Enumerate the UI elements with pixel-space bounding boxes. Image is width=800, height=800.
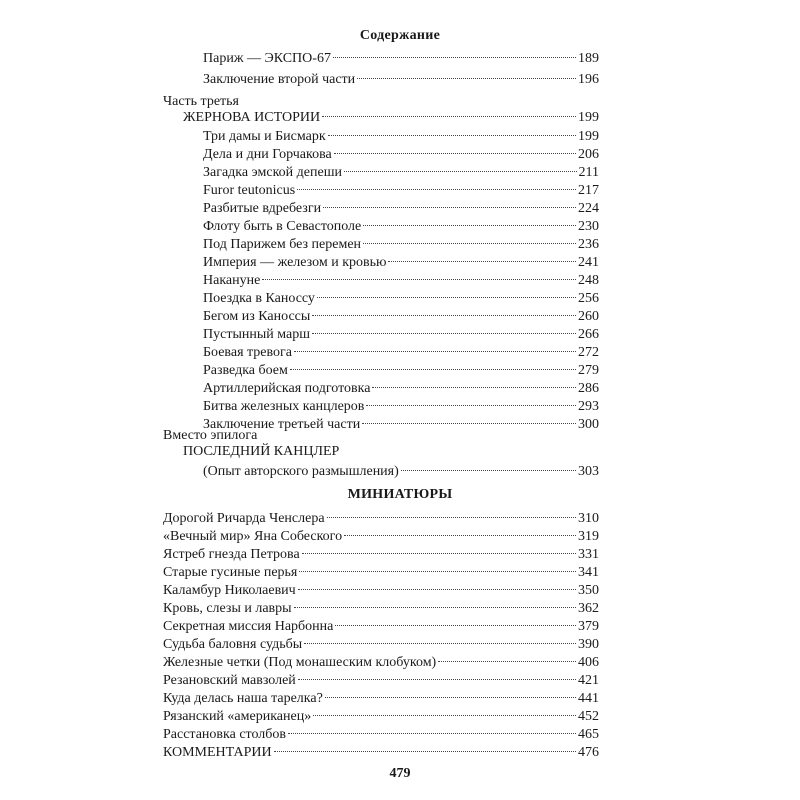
leader-dots	[372, 387, 576, 388]
leader-dots	[401, 470, 576, 471]
toc-entry-page: 406	[578, 655, 599, 670]
toc-entry-page: 350	[578, 583, 599, 598]
toc-entry	[203, 416, 599, 434]
toc-entry-title: Разведка боем	[203, 363, 288, 378]
leader-dots	[299, 571, 576, 572]
toc-entry-page: 199	[578, 129, 599, 144]
leader-dots	[322, 116, 576, 117]
leader-dots	[357, 78, 576, 79]
toc-entry-page: 441	[578, 691, 599, 706]
toc-entry-title: Железные четки (Под монашеским клобуком)	[163, 655, 437, 670]
toc-entry	[163, 618, 599, 636]
toc-entry	[203, 236, 599, 254]
toc-entry-title: Империя — железом и кровью	[203, 255, 387, 270]
toc-entry-page: 236	[578, 237, 599, 252]
toc-entry-page: 331	[578, 547, 599, 562]
toc-entry	[163, 690, 599, 708]
toc-entry	[203, 272, 599, 290]
toc-entry-page: 272	[578, 345, 599, 360]
toc-entry-title: Furor teutonicus	[203, 183, 296, 198]
toc-entry-title: Дорогой Ричарда Ченслера	[163, 511, 325, 526]
leader-dots	[298, 679, 576, 680]
toc-entry	[203, 182, 599, 200]
toc-entry	[203, 398, 599, 416]
toc-entry-page: 279	[578, 363, 599, 378]
leader-dots	[304, 643, 576, 644]
toc-entry-title: Судьба баловня судьбы	[163, 637, 303, 652]
leader-dots	[294, 607, 576, 608]
toc-entry-title: Каламбур Николаевич	[163, 583, 296, 598]
toc-entry-title: Загадка эмской депеши	[203, 165, 342, 180]
toc-entry	[163, 708, 599, 726]
toc-entry	[203, 326, 599, 344]
toc-entry-title: Боевая тревога	[203, 345, 292, 360]
leader-dots	[344, 171, 577, 172]
toc-entry-title: Битва железных канцлеров	[203, 399, 365, 414]
leader-dots	[288, 733, 576, 734]
toc-entry	[163, 600, 599, 618]
toc-entry-page: 260	[578, 309, 599, 324]
toc-entry-page: 319	[578, 529, 599, 544]
leader-dots	[363, 225, 576, 226]
toc-entry-title: Под Парижем без перемен	[203, 237, 362, 252]
leader-dots	[438, 661, 576, 662]
toc-entry-page: 379	[578, 619, 599, 634]
leader-dots	[362, 423, 576, 424]
leader-dots	[323, 207, 576, 208]
toc-entry	[203, 71, 599, 89]
toc-entry-page: 206	[578, 147, 599, 162]
toc-entry-title: Секретная миссия Нарбонна	[163, 619, 334, 634]
toc-entry	[163, 636, 599, 654]
toc-entry-title: Дела и дни Горчакова	[203, 147, 332, 162]
toc-entry-title: Куда делась наша тарелка?	[163, 691, 323, 706]
toc-entry	[203, 254, 599, 272]
leader-dots	[366, 405, 576, 406]
toc-entry	[163, 564, 599, 582]
leader-dots	[297, 189, 576, 190]
toc-entry-page: 217	[578, 183, 599, 198]
toc-entry-title: Накануне	[203, 273, 261, 288]
toc-entry-page: 248	[578, 273, 599, 288]
section-entry	[183, 109, 599, 127]
leader-dots	[298, 589, 576, 590]
toc-entry	[203, 463, 599, 481]
leader-dots	[313, 715, 576, 716]
toc-entry	[203, 218, 599, 236]
toc-entry-page: 286	[578, 381, 599, 396]
leader-dots	[294, 351, 576, 352]
leader-dots	[327, 517, 576, 518]
toc-entry-page: 241	[578, 255, 599, 270]
toc-entry-title: Рязанский «американец»	[163, 709, 312, 724]
toc-entry-title: Пустынный марш	[203, 327, 310, 342]
leader-dots	[335, 625, 576, 626]
part-label: Часть третья	[163, 94, 239, 109]
toc-entry	[163, 672, 599, 690]
toc-entry-page: 293	[578, 399, 599, 414]
section-page: 199	[578, 110, 599, 125]
toc-entry-title: Артиллерийская подготовка	[203, 381, 371, 396]
toc-entry-title: КОММЕНТАРИИ	[163, 745, 272, 760]
toc-entry-page: 341	[578, 565, 599, 580]
toc-entry-title: Бегом из Каноссы	[203, 309, 311, 324]
toc-entry-title: Париж — ЭКСПО-67	[203, 51, 331, 66]
toc-entry-page: 476	[578, 745, 599, 760]
toc-entry-page: 224	[578, 201, 599, 216]
toc-entry-title: «Вечный мир» Яна Собеского	[163, 529, 343, 544]
toc-entry	[203, 362, 599, 380]
leader-dots	[290, 369, 576, 370]
toc-entry-page: 421	[578, 673, 599, 688]
leader-dots	[302, 553, 576, 554]
toc-entry-title: Кровь, слезы и лавры	[163, 601, 292, 616]
toc-entry-page: 362	[578, 601, 599, 616]
toc-entry-title: Резановский мавзолей	[163, 673, 296, 688]
toc-entry	[163, 582, 599, 600]
leader-dots	[388, 261, 576, 262]
toc-heading: Содержание	[359, 28, 441, 43]
toc-entry-title: Заключение третьей части	[203, 417, 361, 432]
toc-entry	[203, 380, 599, 398]
toc-entry-page: 465	[578, 727, 599, 742]
leader-dots	[317, 297, 576, 298]
section-title: ЖЕРНОВА ИСТОРИИ	[183, 110, 321, 125]
toc-entry-page: 266	[578, 327, 599, 342]
toc-entry	[203, 50, 599, 68]
toc-entry-title: Расстановка столбов	[163, 727, 287, 742]
leader-dots	[333, 57, 576, 58]
toc-entry	[203, 146, 599, 164]
leader-dots	[334, 153, 576, 154]
toc-entry-page: 230	[578, 219, 599, 234]
page-number: 479	[389, 766, 411, 781]
toc-entry-title: Флоту быть в Севастополе	[203, 219, 362, 234]
toc-entry-title: Поездка в Каноссу	[203, 291, 315, 306]
leader-dots	[344, 535, 576, 536]
toc-entry	[163, 744, 599, 762]
toc-entry-title: Разбитые вдребезги	[203, 201, 322, 216]
toc-entry	[163, 546, 599, 564]
toc-entry-page: 196	[578, 72, 599, 87]
leader-dots	[363, 243, 576, 244]
toc-entry-page: 310	[578, 511, 599, 526]
leader-dots	[325, 697, 576, 698]
toc-entry	[203, 200, 599, 218]
leader-dots	[312, 333, 576, 334]
epilogue-label: Вместо эпилога	[163, 428, 258, 443]
leader-dots	[274, 751, 576, 752]
toc-entry-page: 256	[578, 291, 599, 306]
toc-entry	[163, 726, 599, 744]
toc-entry-title: Три дамы и Бисмарк	[203, 129, 326, 144]
toc-entry	[163, 510, 599, 528]
toc-entry	[203, 128, 599, 146]
toc-entry-page: 452	[578, 709, 599, 724]
toc-entry	[203, 290, 599, 308]
toc-entry-page: 300	[578, 417, 599, 432]
toc-entry-page: 189	[578, 51, 599, 66]
toc-entry-title: Заключение второй части	[203, 72, 356, 87]
leader-dots	[312, 315, 576, 316]
toc-entry-page: 390	[578, 637, 599, 652]
toc-entry-title: Старые гусиные перья	[163, 565, 298, 580]
toc-entry	[163, 528, 599, 546]
miniatures-heading: МИНИАТЮРЫ	[347, 487, 453, 502]
toc-entry	[203, 308, 599, 326]
toc-entry-page: 211	[578, 165, 599, 180]
toc-entry	[203, 344, 599, 362]
toc-entry	[203, 164, 599, 182]
epilogue-title: ПОСЛЕДНИЙ КАНЦЛЕР	[183, 444, 340, 459]
leader-dots	[328, 135, 576, 136]
leader-dots	[262, 279, 576, 280]
toc-entry	[163, 654, 599, 672]
toc-entry-page: 303	[578, 464, 599, 479]
toc-entry-title: Ястреб гнезда Петрова	[163, 547, 300, 562]
toc-entry-title: (Опыт авторского размышления)	[203, 464, 399, 479]
